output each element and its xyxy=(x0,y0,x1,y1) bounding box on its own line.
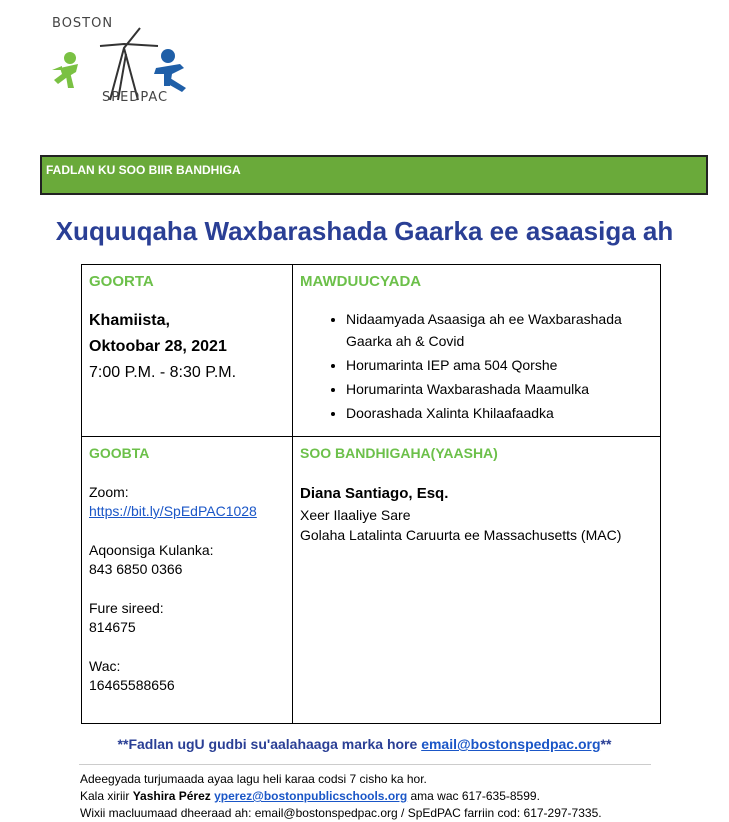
passcode-label: Fure sireed: xyxy=(89,600,164,616)
topics-heading: MAWDUUCYADA xyxy=(300,273,422,290)
event-time: 7:00 P.M. - 8:30 P.M. xyxy=(89,364,237,381)
logo-text-boston: BOSTON xyxy=(52,16,114,31)
topic-item: • Horumarinta Waxbarashada Maamulka xyxy=(346,378,653,400)
topics-list xyxy=(300,308,653,424)
meeting-id-value: 843 6850 0366 xyxy=(89,561,183,577)
boston-spedpac-logo xyxy=(40,8,210,108)
event-info-table xyxy=(81,264,661,724)
topics-cell xyxy=(293,265,661,437)
presenter-name: Diana Santiago, Esq. xyxy=(300,485,449,502)
footer-line2-prefix: Kala xiriir xyxy=(80,789,133,803)
meeting-id-label: Aqoonsiga Kulanka: xyxy=(89,542,214,558)
note-email-link[interactable]: email@bostonspedpac.org xyxy=(421,736,601,752)
footer-line-2 xyxy=(80,788,602,805)
zoom-link[interactable]: https://bit.ly/SpEdPAC1028 xyxy=(89,503,257,519)
footer-line2-suffix: ama wac 617-635-8599. xyxy=(407,789,540,803)
presenter-role: Xeer Ilaaliye Sare xyxy=(300,507,411,523)
phone-value: 16465588656 xyxy=(89,677,175,693)
logo-text-spedpac: SPEDPAC xyxy=(102,90,169,105)
green-child-figure xyxy=(52,52,78,88)
blue-child-figure xyxy=(154,49,186,92)
contact-name: Yashira Pérez xyxy=(132,789,211,803)
where-heading: GOOBTA xyxy=(89,445,150,461)
event-day: Khamiista, xyxy=(89,312,170,329)
join-banner xyxy=(40,155,708,195)
banner-text: FADLAN KU SOO BIIR BANDHIGA xyxy=(46,163,241,177)
contact-email-link[interactable]: yperez@bostonpublicschools.org xyxy=(214,789,408,803)
topic-item: • Doorashada Xalinta Khilaafaadka xyxy=(346,402,653,424)
note-prefix: **Fadlan ugU gudbi su'aalahaaga marka hore xyxy=(117,736,422,752)
phone-label: Wac: xyxy=(89,658,121,674)
zoom-label: Zoom: xyxy=(89,484,129,500)
footer-line-1: Adeegyada turjumaada ayaa lagu heli karaa codsi 7 cisho ka hor. xyxy=(80,772,427,786)
passcode-value: 814675 xyxy=(89,619,136,635)
footer-divider xyxy=(79,764,651,765)
when-heading: GOORTA xyxy=(89,273,154,290)
questions-note xyxy=(0,736,729,752)
event-date: Oktoobar 28, 2021 xyxy=(89,338,227,355)
page-title: Xuquuqaha Waxbarashada Gaarka ee asaasiga ah xyxy=(55,216,674,246)
when-cell xyxy=(82,265,293,437)
presenters-heading: SOO BANDHIGAHA(YAASHA) xyxy=(300,445,498,461)
footer xyxy=(80,771,602,822)
footer-line-3: Wixii macluumaad dheeraad ah: email@bostonspedpac.org / SpEdPAC farriin cod: 617-297-7335. xyxy=(80,806,602,820)
presenters-cell xyxy=(293,437,661,724)
note-suffix: ** xyxy=(600,736,612,752)
topic-item: • Nidaamyada Asaasiga ah ee Waxbarashada Gaarka ah & Covid xyxy=(346,308,653,352)
topic-item: • Horumarinta IEP ama 504 Qorshe xyxy=(346,354,653,376)
presenter-org: Golaha Latalinta Caruurta ee Massachusetts (MAC) xyxy=(300,527,622,543)
where-cell xyxy=(82,437,293,724)
